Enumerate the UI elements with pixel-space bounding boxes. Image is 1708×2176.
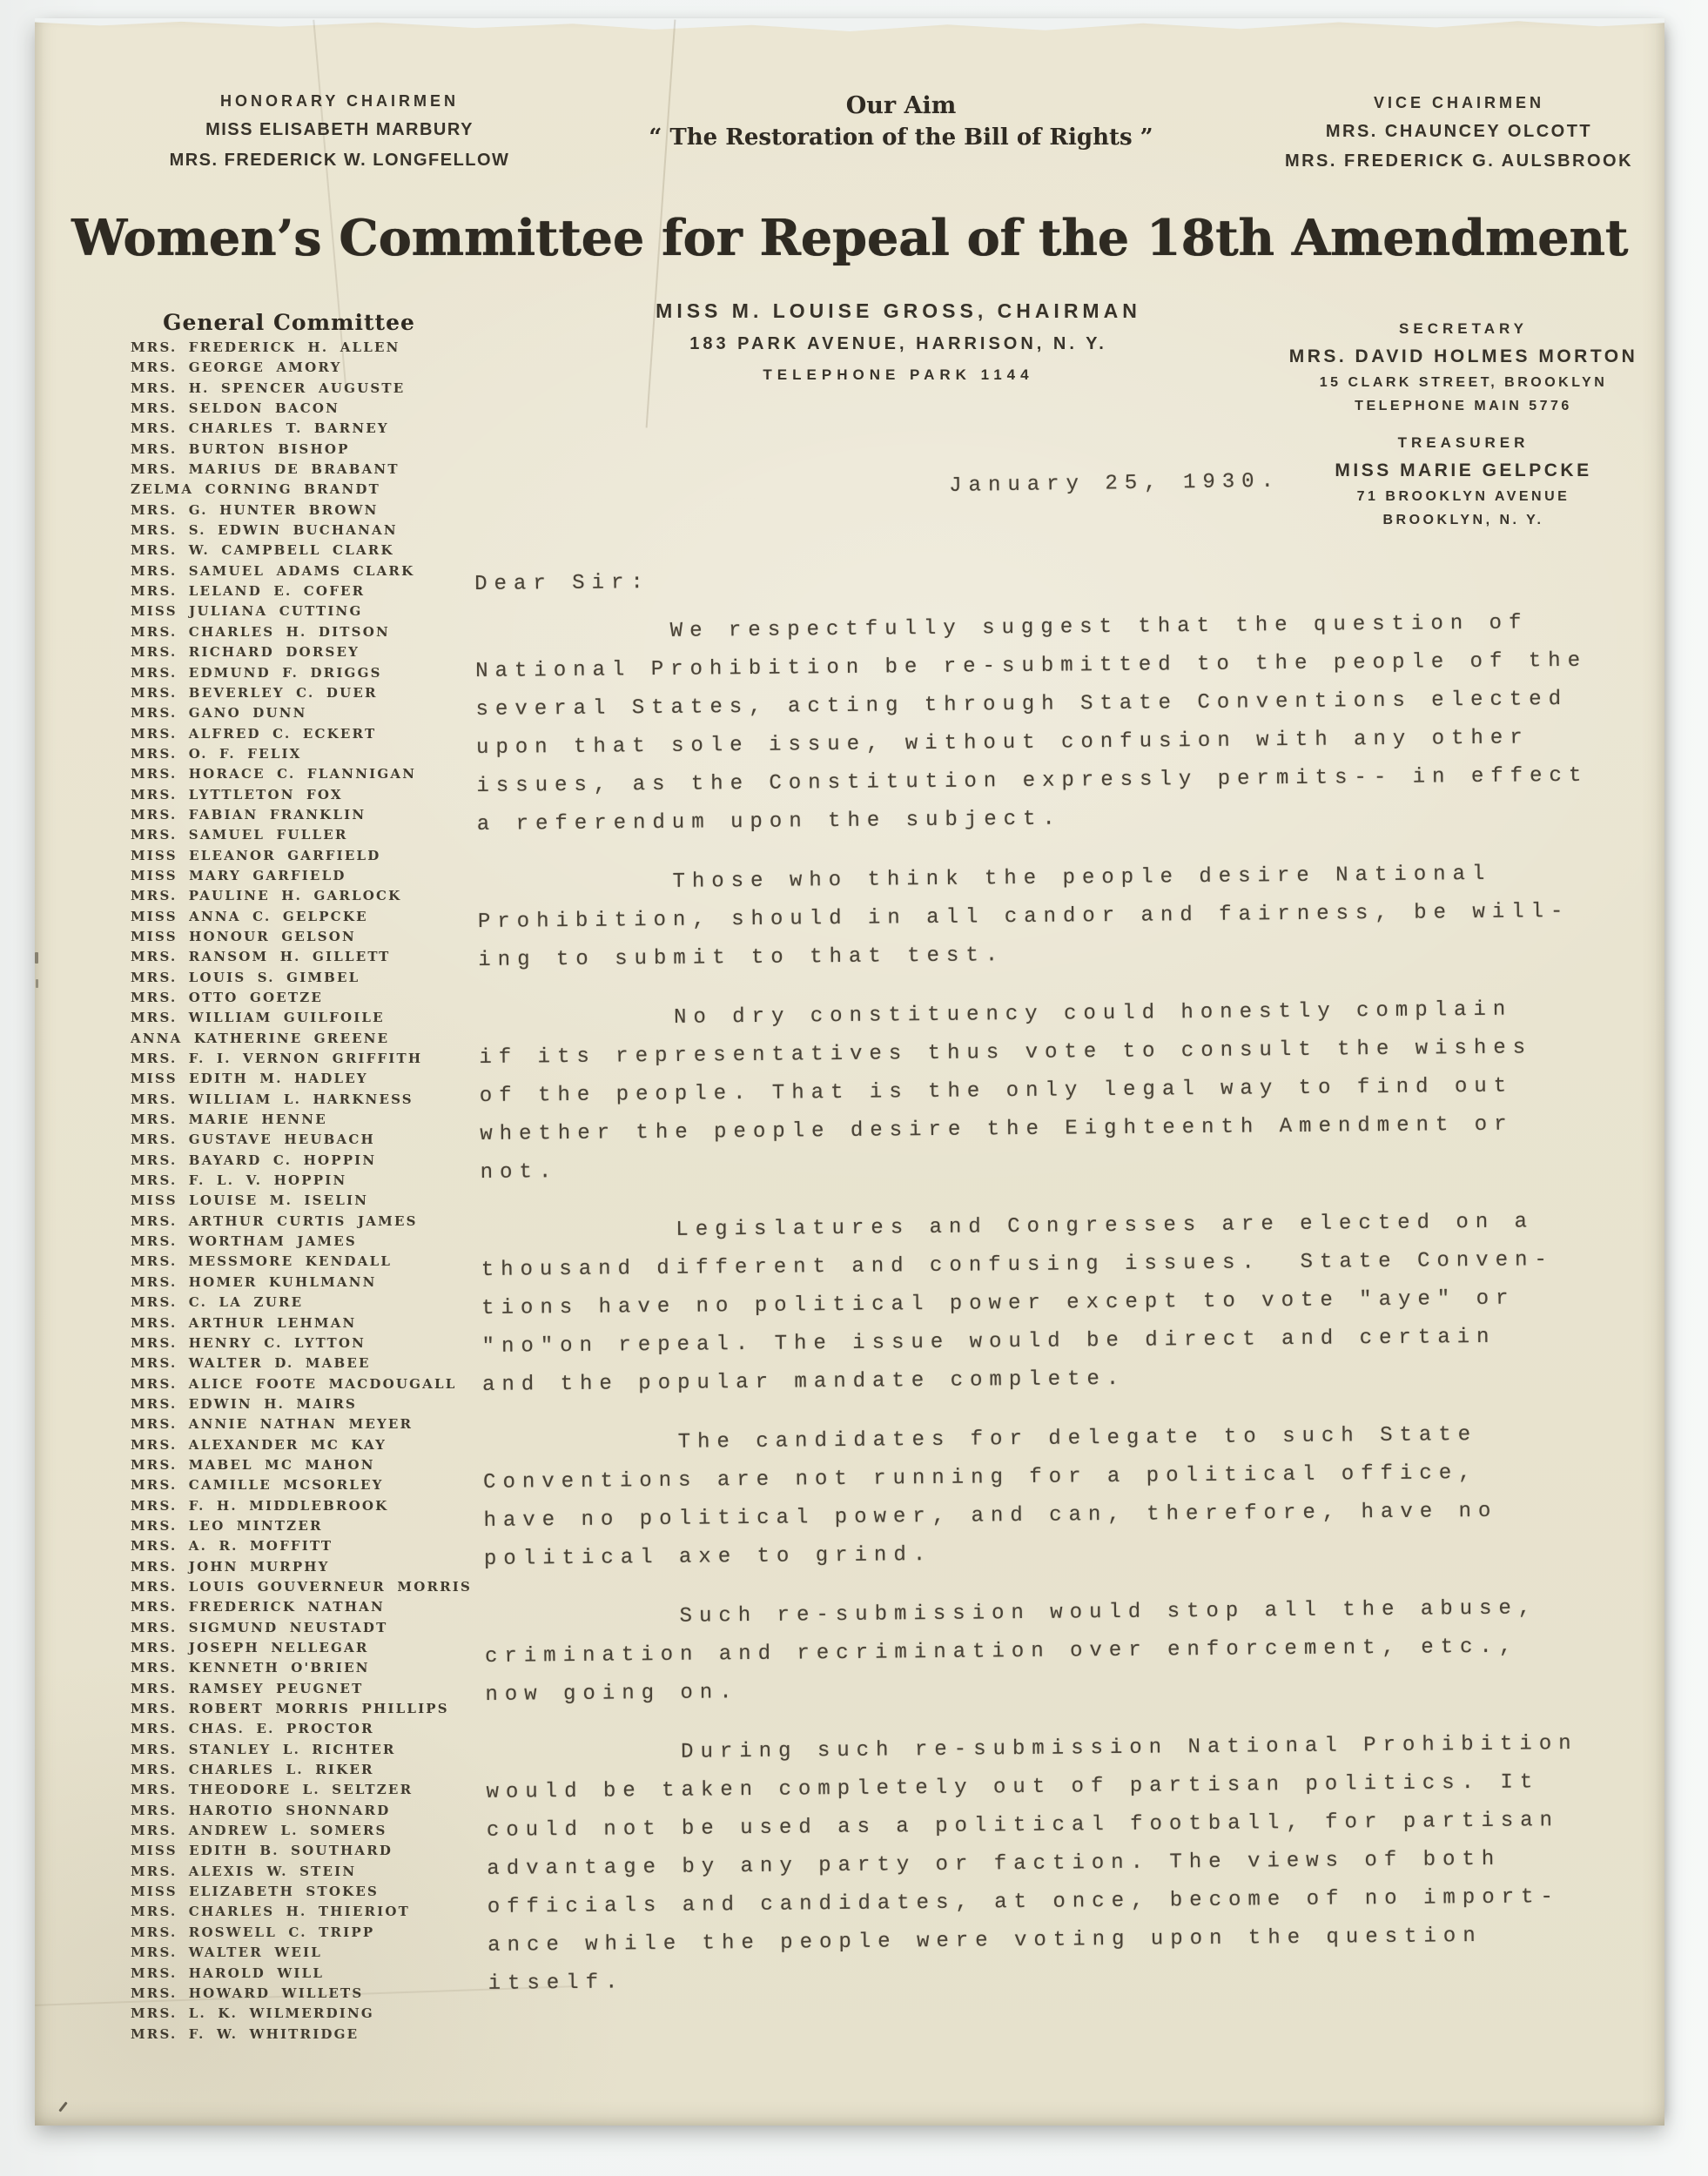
- typed-line: political axe to grind.: [483, 1543, 933, 1571]
- treasurer-block: [1272, 434, 1655, 528]
- typed-line: Such re-submission would stop all the abuse,: [484, 1596, 1538, 1630]
- letter-paragraph: [475, 603, 1644, 844]
- typed-line: We respectfully suggest that the question of: [474, 611, 1529, 645]
- typed-line: a referendum upon the subject.: [476, 807, 1063, 836]
- committee-member: MRS. H. SPENCER AUGUSTE: [131, 379, 406, 396]
- honorary-chairman-name: MRS. FREDERICK W. LONGFELLOW: [169, 151, 510, 170]
- typed-line: upon that sole issue, without confusion with any other: [475, 726, 1530, 760]
- committee-member: MRS. WILLIAM L. HARKNESS: [131, 1091, 414, 1107]
- committee-member: MRS. OTTO GOETZE: [131, 990, 324, 1005]
- committee-member: MRS. MESSMORE KENDALL: [131, 1253, 393, 1270]
- committee-member: MISS ELEANOR GARFIELD: [131, 847, 381, 863]
- committee-member: MRS. C. LA ZURE: [131, 1294, 304, 1311]
- committee-member: MRS. BAYARD C. HOPPIN: [131, 1152, 377, 1168]
- typed-line: ing to submit to that test.: [478, 944, 1005, 972]
- letter-salutation: Dear Sir:: [474, 571, 650, 596]
- committee-member: MRS. MABEL MC MAHON: [131, 1456, 375, 1473]
- committee-member: MRS. BURTON BISHOP: [131, 440, 350, 457]
- committee-member: MRS. ARTHUR LEHMAN: [131, 1314, 357, 1331]
- treasurer-name: MISS MARIE GELPCKE: [1335, 460, 1592, 480]
- committee-member: MRS. RANSOM H. GILLETT: [131, 949, 391, 965]
- typed-line: would be taken completely out of partisan politics. It: [486, 1770, 1540, 1804]
- committee-member: MRS. FABIAN FRANKLIN: [131, 806, 366, 823]
- committee-member: MRS. ALEXIS W. STEIN: [131, 1863, 357, 1879]
- committee-member: MRS. HOWARD WILLETS: [131, 1985, 364, 2001]
- committee-member: MRS. LYTTLETON FOX: [131, 786, 343, 803]
- typed-line: could not be used as a political football, for partisan: [486, 1809, 1560, 1843]
- committee-member: MRS. MARIUS DE BRABANT: [131, 461, 400, 478]
- typed-line: ance while the people were voting upon the question: [488, 1924, 1483, 1958]
- committee-member: MRS. PAULINE H. GARLOCK: [131, 888, 402, 904]
- committee-member: MRS. WALTER D. MABEE: [131, 1355, 371, 1372]
- treasurer-address: 71 BROOKLYN AVENUE: [1356, 489, 1570, 504]
- committee-member: MRS. JOSEPH NELLEGAR: [131, 1640, 369, 1656]
- vice-chairman-name: MRS. FREDERICK G. AULSBROOK: [1284, 151, 1634, 171]
- committee-member: MRS. GANO DUNN: [131, 705, 307, 722]
- letter-paper: [35, 19, 1664, 2126]
- committee-member: ZELMA CORNING BRANDT: [131, 481, 380, 498]
- typed-line: No dry constituency could honestly complain: [478, 997, 1513, 1031]
- typed-line: Legislatures and Congresses are elected on a: [481, 1210, 1535, 1244]
- torn-paper-edge: [35, 18, 1664, 31]
- committee-member: MRS. F. H. MIDDLEBROOK: [131, 1497, 389, 1514]
- general-committee-header: General Committee: [163, 310, 415, 335]
- committee-member: MISS LOUISE M. ISELIN: [131, 1192, 369, 1209]
- committee-member: MRS. W. CAMPBELL CLARK: [131, 542, 394, 559]
- typed-line: issues, as the Constitution expressly permits-- in effect: [476, 763, 1589, 798]
- committee-member: MRS. L. K. WILMERDING: [131, 2005, 374, 2022]
- committee-member: MRS. CHARLES L. RIKER: [131, 1762, 374, 1778]
- secretary-name: MRS. DAVID HOLMES MORTON: [1288, 346, 1638, 366]
- typed-line: "no"on repeal. The issue would be direct and certain: [481, 1325, 1496, 1359]
- chairman-address: 183 PARK AVENUE, HARRISON, N. Y.: [689, 334, 1107, 353]
- typed-line: not.: [480, 1160, 559, 1185]
- committee-member: MRS. MARIE HENNE: [131, 1112, 327, 1128]
- committee-member: MISS EDITH M. HADLEY: [131, 1071, 368, 1087]
- committee-member: MISS JULIANA CUTTING: [131, 603, 363, 620]
- letter-paragraph: [482, 1414, 1651, 1579]
- general-committee-list: [131, 338, 496, 2045]
- paper-crease: [313, 20, 346, 393]
- scan-speck: [35, 952, 38, 964]
- typed-line: now going on.: [485, 1681, 739, 1707]
- committee-member: MRS. HENRY C. LYTTON: [131, 1334, 366, 1351]
- typed-line: advantage by any party or faction. The views of both: [487, 1847, 1502, 1881]
- committee-member: MRS. SAMUEL FULLER: [131, 827, 348, 843]
- committee-member: MRS. LOUIS S. GIMBEL: [131, 969, 360, 985]
- committee-member: MRS. SELDON BACON: [131, 400, 340, 417]
- typed-line: Those who think the people desire National: [477, 862, 1492, 896]
- treasurer-title: TREASURER: [1397, 434, 1530, 451]
- letter-paragraph: [486, 1724, 1655, 2004]
- committee-member: MISS HONOUR GELSON: [131, 928, 356, 944]
- secretary-phone: TELEPHONE MAIN 5776: [1355, 399, 1572, 413]
- committee-member: MRS. KENNETH O'BRIEN: [131, 1660, 370, 1676]
- committee-member: MRS. GEORGE AMORY: [131, 359, 342, 376]
- committee-member: MRS. F. W. WHITRIDGE: [131, 2025, 360, 2042]
- honorary-chairmen-block: [131, 92, 548, 181]
- committee-member: MRS. WORTHAM JAMES: [131, 1233, 357, 1250]
- committee-member: MRS. F. I. VERNON GRIFFITH: [131, 1051, 423, 1067]
- committee-member: MRS. EDWIN H. MAIRS: [131, 1395, 358, 1412]
- letter-date: January 25, 1930.: [949, 469, 1281, 498]
- committee-member: MRS. ARTHUR CURTIS JAMES: [131, 1212, 418, 1229]
- committee-member: MISS ANNA C. GELPCKE: [131, 908, 368, 924]
- scan-speck: [58, 2101, 67, 2112]
- typed-line: thousand different and confusing issues. State Conven-: [481, 1248, 1554, 1282]
- committee-member: MRS. SIGMUND NEUSTADT: [131, 1619, 388, 1635]
- honorary-chairmen-title: HONORARY CHAIRMEN: [219, 92, 459, 110]
- typed-line: During such re-submission National Prohibition: [485, 1731, 1578, 1766]
- committee-member: MRS. LELAND E. COFER: [131, 583, 366, 600]
- typed-line: officials and candidates, at once, become of no import-: [487, 1885, 1561, 1919]
- typed-line: National Prohibition be re-submitted to the people of the: [475, 648, 1588, 683]
- committee-member: MRS. RICHARD DORSEY: [131, 644, 360, 661]
- typed-line: The candidates for delegate to such State: [482, 1422, 1478, 1456]
- typed-line: several States, acting through State Conventions elected: [475, 687, 1569, 722]
- committee-member: MISS MARY GARFIELD: [131, 867, 346, 883]
- committee-member: MRS. RAMSEY PEUGNET: [131, 1680, 364, 1696]
- committee-member: MRS. O. F. FELIX: [131, 745, 302, 762]
- scan-speck: [36, 979, 38, 988]
- vice-chairman-name: MRS. CHAUNCEY OLCOTT: [1325, 122, 1593, 141]
- treasurer-city: BROOKLYN, N. Y.: [1382, 513, 1544, 527]
- committee-member: MRS. FREDERICK H. ALLEN: [131, 339, 400, 355]
- committee-member: MRS. CAMILLE MCSORLEY: [131, 1477, 384, 1494]
- letter-body: [474, 554, 1655, 2025]
- letter-paragraph: [479, 990, 1647, 1192]
- our-aim-title: Our Aim: [845, 92, 957, 119]
- committee-member: MRS. SAMUEL ADAMS CLARK: [131, 562, 415, 579]
- committee-member: MRS. JOHN MURPHY: [131, 1558, 330, 1575]
- committee-member: MRS. CHARLES H. DITSON: [131, 623, 390, 640]
- our-aim-quote: “ The Restoration of the Bill of Rights ”: [649, 124, 1153, 151]
- committee-member: MRS. HOMER KUHLMANN: [131, 1273, 377, 1290]
- committee-member: ANNA KATHERINE GREENE: [131, 1030, 390, 1046]
- committee-member: MRS. CHAS. E. PROCTOR: [131, 1721, 374, 1737]
- committee-member: MRS. EDMUND F. DRIGGS: [131, 664, 382, 681]
- committee-member: MRS. ANDREW L. SOMERS: [131, 1823, 387, 1839]
- typed-line: Conventions are not running for a political office,: [482, 1461, 1478, 1494]
- typed-line: Prohibition, should in all candor and fairness, be will-: [477, 899, 1570, 934]
- chairman-name: MISS M. LOUISE GROSS, CHAIRMAN: [656, 299, 1141, 322]
- committee-member: MRS. F. L. V. HOPPIN: [131, 1172, 347, 1189]
- chairman-block: [637, 299, 1160, 384]
- secretary-title: SECRETARY: [1399, 320, 1528, 337]
- committee-member: MRS. ALICE FOOTE MACDOUGALL: [131, 1375, 457, 1392]
- committee-member: MISS ELIZABETH STOKES: [131, 1884, 379, 1900]
- committee-member: MRS. WALTER WEIL: [131, 1944, 322, 1961]
- committee-member: MRS. ROSWELL C. TRIPP: [131, 1924, 375, 1940]
- secretary-block: [1272, 320, 1655, 414]
- committee-member: MRS. FREDERICK NATHAN: [131, 1599, 385, 1615]
- committee-member: MRS. LEO MINTZER: [131, 1517, 323, 1534]
- committee-member: MRS. WILLIAM GUILFOILE: [131, 1010, 385, 1026]
- committee-member: MRS. ROBERT MORRIS PHILLIPS: [131, 1701, 449, 1717]
- committee-member: MRS. A. R. MOFFITT: [131, 1538, 333, 1555]
- committee-member: MRS. S. EDWIN BUCHANAN: [131, 522, 398, 539]
- committee-member: MRS. LOUIS GOUVERNEUR MORRIS: [131, 1578, 473, 1595]
- typed-line: have no political power, and can, therefore, have no: [483, 1499, 1498, 1533]
- letter-paragraph: [481, 1202, 1649, 1405]
- vice-chairmen-block: [1259, 94, 1659, 181]
- committee-member: MRS. ALEXANDER MC KAY: [131, 1436, 387, 1453]
- typed-line: tions have no political power except to vote "aye" or: [481, 1286, 1516, 1320]
- committee-member: MRS. BEVERLEY C. DUER: [131, 684, 378, 701]
- typed-line: whether the people desire the Eighteenth Amendment or: [480, 1112, 1514, 1146]
- letter-paragraphs: [475, 603, 1655, 2004]
- committee-member: MRS. CHARLES T. BARNEY: [131, 420, 389, 437]
- typed-line: and the popular mandate complete.: [481, 1367, 1126, 1397]
- typed-line: of the people. That is the only legal way to find out: [479, 1074, 1514, 1108]
- committee-member: MRS. CHARLES H. THIERIOT: [131, 1904, 410, 1920]
- typed-line: crimination and recrimination over enforcement, etc.,: [484, 1635, 1519, 1669]
- committee-member: MRS. HAROLD WILL: [131, 1964, 325, 1981]
- organization-name: Women’s Committee for Repeal of the 18th Amendment: [71, 209, 1629, 267]
- honorary-chairman-name: MISS ELISABETH MARBURY: [205, 120, 474, 139]
- committee-member: MRS. GUSTAVE HEUBACH: [131, 1132, 375, 1148]
- committee-member: MRS. ALFRED C. ECKERT: [131, 725, 377, 742]
- committee-member: MRS. HORACE C. FLANNIGAN: [131, 766, 417, 782]
- chairman-phone: TELEPHONE PARK 1144: [763, 366, 1034, 383]
- committee-member: MISS EDITH B. SOUTHARD: [131, 1843, 393, 1859]
- committee-member: MRS. HAROTIO SHONNARD: [131, 1802, 391, 1818]
- committee-member: MRS. G. HUNTER BROWN: [131, 501, 379, 518]
- secretary-address: 15 CLARK STREET, BROOKLYN: [1319, 375, 1608, 390]
- typed-line: if its representatives thus vote to consult the wishes: [479, 1036, 1533, 1070]
- letter-paragraph: [484, 1588, 1651, 1715]
- committee-member: MRS. STANLEY L. RICHTER: [131, 1741, 396, 1757]
- typed-line: itself.: [488, 1971, 625, 1996]
- vice-chairmen-title: VICE CHAIRMEN: [1373, 94, 1544, 111]
- our-aim-block: [622, 92, 1180, 151]
- letter-paragraph: [477, 854, 1644, 980]
- committee-member: MRS. THEODORE L. SELTZER: [131, 1782, 414, 1798]
- committee-member: MRS. ANNIE NATHAN MEYER: [131, 1416, 414, 1433]
